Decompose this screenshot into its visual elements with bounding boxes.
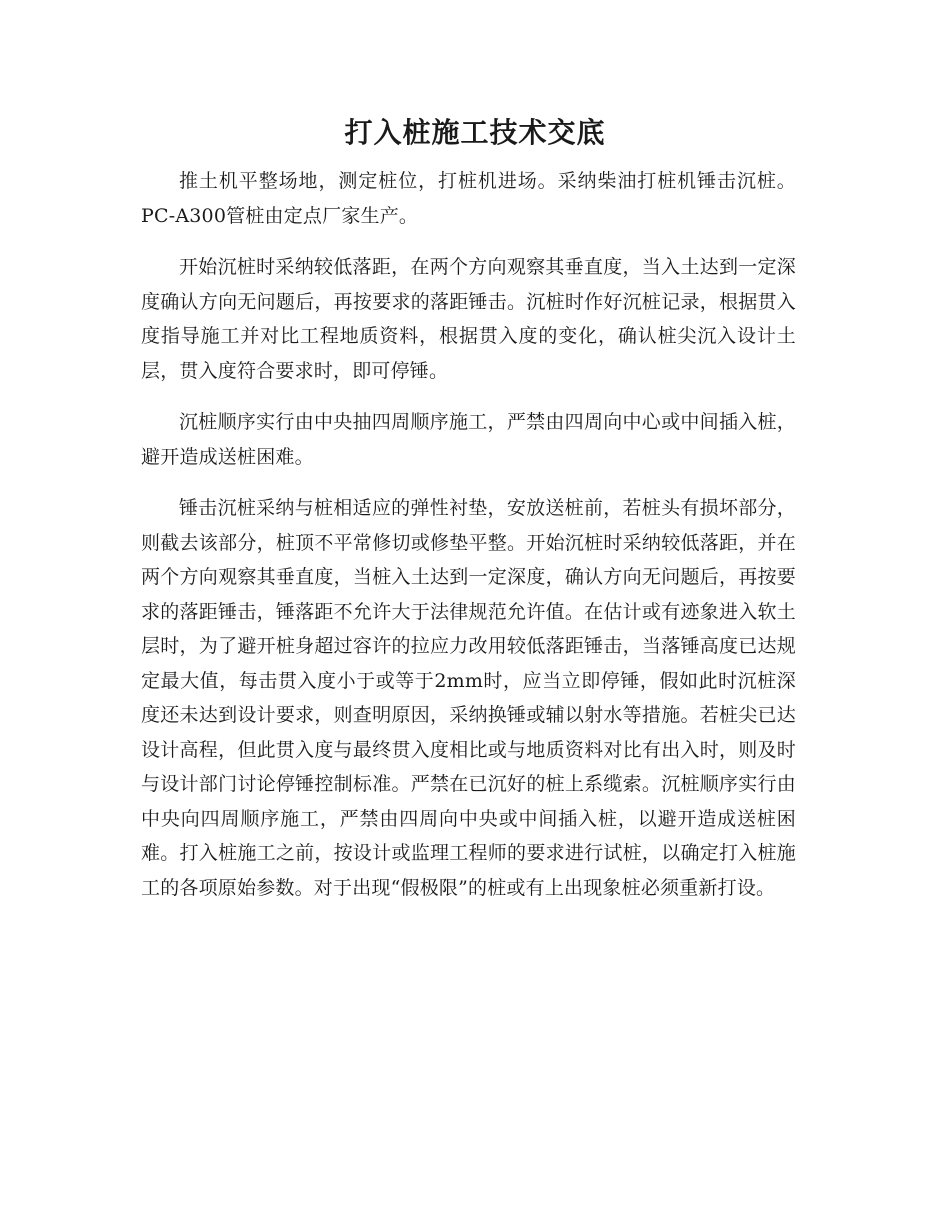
paragraph-2: 开始沉桩时采纳较低落距，在两个方向观察其垂直度，当入土达到一定深度确认方向无问题后，再按要求的落距锤击。沉桩时作好沉桩记录，根据贯入度指导施工并对比工程地质资料，根据贯入度的变化，确认桩尖沉入设计土层，贯入度符合要求时，即可停锤。 [141, 256, 796, 382]
paragraph-3: 沉桩顺序实行由中央抽四周顺序施工，严禁由四周向中心或中间插入桩，避开造成送桩困难。 [141, 411, 796, 468]
paragraph-1: 推土机平整场地，测定桩位，打桩机进场。采纳柴油打桩机锤击沉桩。PC-A300管桩由定点厂家生产。 [141, 170, 796, 227]
document-title: 打入桩施工技术交底 [344, 116, 606, 149]
paragraph-4: 锤击沉桩采纳与桩相适应的弹性衬垫，安放送桩前，若桩头有损坏部分，则截去该部分，桩顶不平常修切或修垫平整。开始沉桩时采纳较低落距，并在两个方向观察其垂直度，当桩入土达到一定深度，确认方向无问题后，再按要求的落距锤击，锤落距不允许大于法律规范允许值。在估计或有迹象进入软土层时，为了避开桩身超过容许的拉应力改用较低落距锤击，当落锤高度已达规定最大值，每击贯入度小于或等于2mm时，应当立即停锤，假如此时沉桩深度还未达到设计要求，则查明原因，采纳换锤或辅以射水等措施。若桩尖已达设计高程，但此贯入度与最终贯入度相比或与地质资料对比有出入时，则及时与设计部门讨论停锤控制标准。严禁在已沉好的桩上系缆索。沉桩顺序实行由中央向四周顺序施工，严禁由四周向中央或中间插入桩，以避开造成送桩困难。打入桩施工之前，按设计或监理工程师的要求进行试桩，以确定打入桩施工的各项原始参数。对于出现“假极限”的桩或有上出现象桩必须重新打设。 [141, 497, 796, 899]
document-body [141, 164, 796, 922]
